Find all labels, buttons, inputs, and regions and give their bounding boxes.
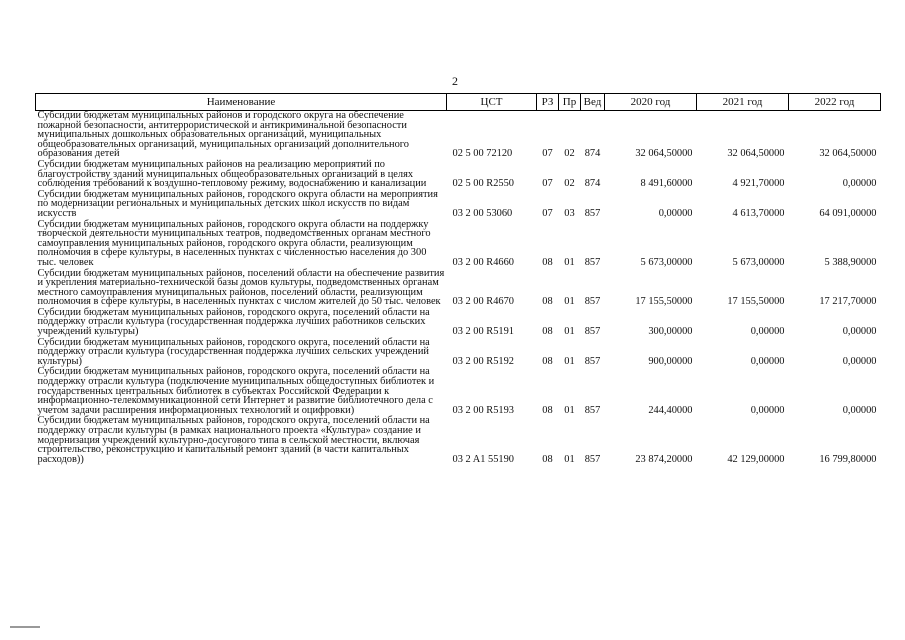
cell-y2021: 0,00000 [750,404,785,416]
cell-pr: 01 [564,404,575,416]
cell-y2021: 0,00000 [750,355,785,367]
cell-y2020: 23 874,20000 [635,453,693,465]
cell-rz: 07 [542,207,553,219]
header-name: Наименование [36,94,447,111]
cell-pr: 02 [564,148,575,160]
cell-ved: 857 [584,256,601,268]
cell-ved: 857 [584,207,601,219]
cell-pr: 01 [564,355,575,367]
table-header-row [36,94,881,111]
cell-y2021: 4 921,70000 [732,178,785,190]
cell-y2021: 0,00000 [750,326,785,338]
cell-ved: 857 [584,296,601,308]
cell-y2022: 0,00000 [842,326,877,338]
cell-ved: 857 [584,404,601,416]
header-2020: 2020 год [605,94,697,111]
cell-y2022: 0,00000 [842,355,877,367]
cell-y2022: 16 799,80000 [819,453,877,465]
cell-y2022: 32 064,50000 [819,148,877,160]
cell-y2020: 900,00000 [648,355,693,367]
cell-rz: 08 [542,256,553,268]
page-edge-mark [10,626,40,628]
cell-rz: 07 [542,148,553,160]
cell-ved: 857 [584,355,601,367]
table-row [36,338,881,368]
cell-y2020: 17 155,50000 [635,296,693,308]
table-row [36,111,881,160]
header-rz: РЗ [537,94,559,111]
cell-pr: 01 [564,256,575,268]
cell-y2022: 0,00000 [842,404,877,416]
cell-y2020: 32 064,50000 [635,148,693,160]
cell-y2022: 64 091,00000 [819,207,877,219]
table-row [36,220,881,269]
cell-rz: 07 [542,178,553,190]
cell-cst: 03 2 00 R4660 [452,256,514,268]
cell-y2020: 0,00000 [658,207,693,219]
cell-ved: 857 [584,453,601,465]
header-cst: ЦСТ [447,94,537,111]
cell-y2021: 32 064,50000 [727,148,785,160]
header-2022: 2022 год [789,94,881,111]
cell-cst: 03 2 00 R4670 [452,296,514,308]
cell-y2021: 4 613,70000 [732,207,785,219]
cell-name: Субсидии бюджетам муниципальных районов, городского округа, поселений области на поддержку отрасли культура (государственная поддержка лучших работников сельских учреждений культуры) [37,306,430,338]
cell-y2020: 5 673,00000 [640,256,693,268]
cell-cst: 03 2 00 R5193 [452,404,514,416]
cell-pr: 03 [564,207,575,219]
cell-cst: 03 2 00 53060 [452,207,513,219]
cell-y2022: 17 217,70000 [819,296,877,308]
cell-name: Субсидии бюджетам муниципальных районов, городского округа, поселений области на поддержку отрасли культуры (в рамках национального проекта «Культура» создание и модернизация учреждений культурно-досугового типа в сельской местности, включая строительство, реконструкцию и капитальный ремонт зданий (в части капитальных расходов)) [37,415,430,465]
cell-pr: 01 [564,453,575,465]
page-number: 2 [452,74,458,88]
cell-pr: 02 [564,178,575,190]
table-row [36,160,881,190]
cell-cst: 02 5 00 72120 [452,148,513,160]
cell-name: Субсидии бюджетам муниципальных районов, городского округа, поселений области на поддержку отрасли культура (государственная поддержка лучших сельских учреждений культуры) [37,336,430,367]
cell-name: Субсидии бюджетам муниципальных районов на реализацию мероприятий по благоустройству зданий муниципальных общеобразовательных организаций в целях соблюдения требований к воздушно-тепловому режиму, водоснабжению и канализации [37,158,427,190]
cell-name: Субсидии бюджетам муниципальных районов, городского округа области на поддержку творческой деятельности муниципальных театров, подведомственных органам местного самоуправления муниципальных районов, городского округа области, реализующим полномочия в сфере культуры, в населенных пунктах с численностью населения до 300 тыс. человек [37,218,431,268]
cell-name: Субсидии бюджетам муниципальных районов и городского округа на обеспечение пожарной безопасности, антитеррористической и антикриминальной безопасности муниципальных дошкольных образовательных организаций, муниципальных общеобразовательных организаций, муниципальных организаций дополнительного образования детей [37,110,409,160]
header-ved: Вед [581,94,605,111]
cell-y2022: 0,00000 [842,178,877,190]
cell-y2020: 300,00000 [648,326,693,338]
cell-name: Субсидии бюджетам муниципальных районов, поселений области на обеспечение развития и укрепления материально-технической базы домов культуры, подведомственных органам местного самоуправления муниципальных районов, поселений области, реализующим полномочия в сфере культуры, в населенных пунктах с числом жителей до 50 тыс. человек [37,267,445,308]
cell-rz: 08 [542,355,553,367]
header-pr: Пр [559,94,581,111]
table-row [36,308,881,338]
cell-y2021: 42 129,00000 [727,453,785,465]
table-row [36,190,881,220]
cell-cst: 03 2 00 R5191 [452,326,514,338]
cell-y2020: 244,40000 [648,404,693,416]
cell-rz: 08 [542,404,553,416]
table-row [36,269,881,308]
cell-pr: 01 [564,296,575,308]
cell-y2021: 17 155,50000 [727,296,785,308]
cell-y2020: 8 491,60000 [640,178,693,190]
budget-table [35,93,881,465]
cell-cst: 02 5 00 R2550 [452,178,514,190]
cell-cst: 03 2 00 R5192 [452,355,514,367]
cell-rz: 08 [542,296,553,308]
table-row [36,416,881,465]
cell-name: Субсидии бюджетам муниципальных районов, городского округа области на мероприятия по модернизации региональных и муниципальных детских школ искусств по видам искусств [37,188,438,219]
table-body [36,111,881,466]
cell-ved: 857 [584,326,601,338]
cell-rz: 08 [542,453,553,465]
cell-pr: 01 [564,326,575,338]
cell-ved: 874 [584,148,601,160]
cell-rz: 08 [542,326,553,338]
header-2021: 2021 год [697,94,789,111]
cell-name: Субсидии бюджетам муниципальных районов, городского округа, поселений области на поддержку отрасли культура (подключение муниципальных общедоступных библиотек и государственных центральных библиотек в субъектах Российской Федерации к информационно-телекоммуникационной сети Интернет и развитие библиотечного дела с учетом задачи расширения информационных технологий и оцифровки) [37,366,435,416]
cell-ved: 874 [584,178,601,190]
cell-cst: 03 2 A1 55190 [452,453,514,465]
cell-y2021: 5 673,00000 [732,256,785,268]
cell-y2022: 5 388,90000 [824,256,877,268]
table-row [36,367,881,416]
